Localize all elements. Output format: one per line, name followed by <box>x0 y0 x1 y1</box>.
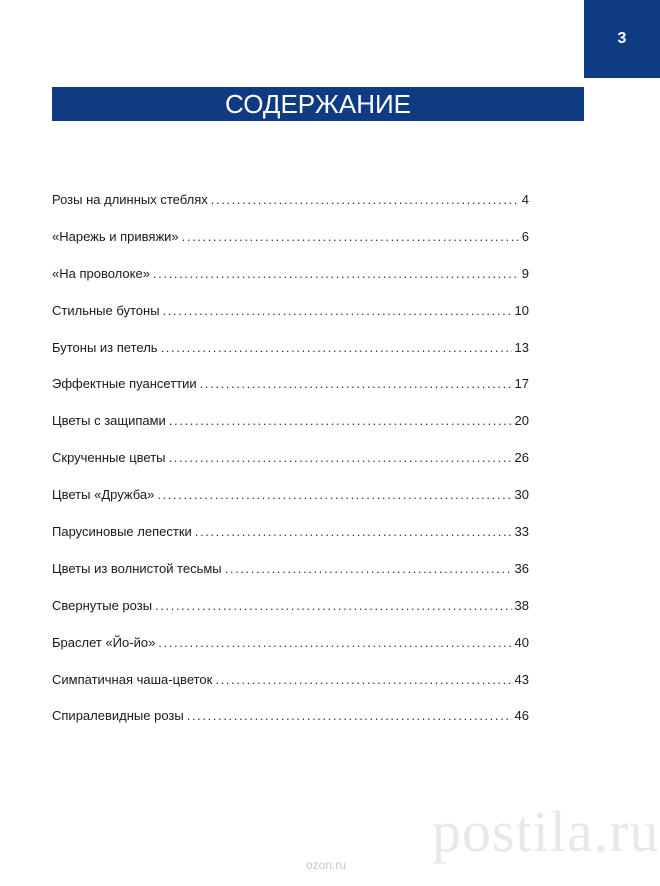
page-number-badge <box>584 0 660 78</box>
toc-entry-title: Свернутые розы <box>52 597 153 613</box>
toc-entry-title: Скрученные цветы <box>52 450 166 466</box>
table-of-contents <box>52 192 529 745</box>
toc-entry-page: 13 <box>514 339 529 355</box>
toc-entry[interactable] <box>52 708 529 745</box>
toc-entry-page: 26 <box>514 450 529 466</box>
dot-leader <box>187 708 512 723</box>
toc-entry-page: 46 <box>514 708 529 724</box>
toc-entry-page: 33 <box>514 524 529 540</box>
dot-leader <box>163 303 512 318</box>
toc-entry[interactable] <box>52 266 529 303</box>
dot-leader <box>157 487 511 502</box>
dot-leader <box>200 376 512 391</box>
dot-leader <box>161 340 512 355</box>
toc-entry[interactable] <box>52 303 529 340</box>
toc-entry-title: Розы на длинных стеблях <box>52 192 208 207</box>
dot-leader <box>225 561 512 576</box>
toc-entry-page: 30 <box>514 487 529 503</box>
toc-entry-page: 36 <box>514 560 529 576</box>
toc-entry[interactable] <box>52 524 529 561</box>
watermark-site: ozon.ru <box>306 858 347 872</box>
toc-entry[interactable] <box>52 487 529 524</box>
title-banner <box>52 87 584 121</box>
toc-entry[interactable] <box>52 672 529 709</box>
dot-leader <box>195 524 512 539</box>
toc-entry-page: 17 <box>514 376 529 392</box>
toc-entry-title: Стильные бутоны <box>52 302 160 318</box>
toc-entry-page: 4 <box>521 192 529 207</box>
toc-entry-page: 9 <box>521 265 529 281</box>
page-number: 3 <box>617 30 627 47</box>
dot-leader <box>182 229 519 244</box>
toc-entry[interactable] <box>52 561 529 598</box>
toc-entry[interactable] <box>52 340 529 377</box>
toc-entry[interactable] <box>52 413 529 450</box>
toc-entry-title: Симпатичная чаша-цветок <box>52 671 213 687</box>
watermark-logo: postila.ru <box>432 799 660 864</box>
dot-leader <box>153 266 519 281</box>
dot-leader <box>155 598 511 613</box>
toc-entry[interactable] <box>52 635 529 672</box>
toc-entry[interactable] <box>52 229 529 266</box>
dot-leader <box>215 672 511 687</box>
dot-leader <box>169 413 512 428</box>
toc-entry-title: Цветы «Дружба» <box>52 487 155 503</box>
toc-entry-page: 20 <box>514 413 529 429</box>
toc-entry[interactable] <box>52 598 529 635</box>
dot-leader <box>169 450 512 465</box>
toc-entry-title: Цветы с защипами <box>52 413 166 429</box>
dot-leader <box>211 192 519 207</box>
toc-entry-page: 6 <box>521 228 529 244</box>
toc-entry-title: Браслет «Йо-йо» <box>52 634 156 650</box>
toc-entry[interactable] <box>52 376 529 413</box>
toc-entry-title: Цветы из волнистой тесьмы <box>52 560 222 576</box>
toc-entry-page: 40 <box>514 634 529 650</box>
toc-entry-title: Бутоны из петель <box>52 339 158 355</box>
toc-entry[interactable] <box>52 450 529 487</box>
toc-entry-title: «На проволоке» <box>52 265 150 281</box>
dot-leader <box>158 635 511 650</box>
toc-entry-page: 38 <box>514 597 529 613</box>
toc-entry[interactable] <box>52 192 529 229</box>
toc-entry-title: Парусиновые лепестки <box>52 524 192 540</box>
page-title: СОДЕРЖАНИЕ <box>224 88 411 119</box>
toc-entry-title: «Нарежь и привяжи» <box>52 228 179 244</box>
toc-entry-page: 43 <box>514 671 529 687</box>
toc-entry-title: Эффектные пуансеттии <box>52 376 197 392</box>
toc-entry-title: Спиралевидные розы <box>52 708 184 724</box>
toc-entry-page: 10 <box>514 302 529 318</box>
